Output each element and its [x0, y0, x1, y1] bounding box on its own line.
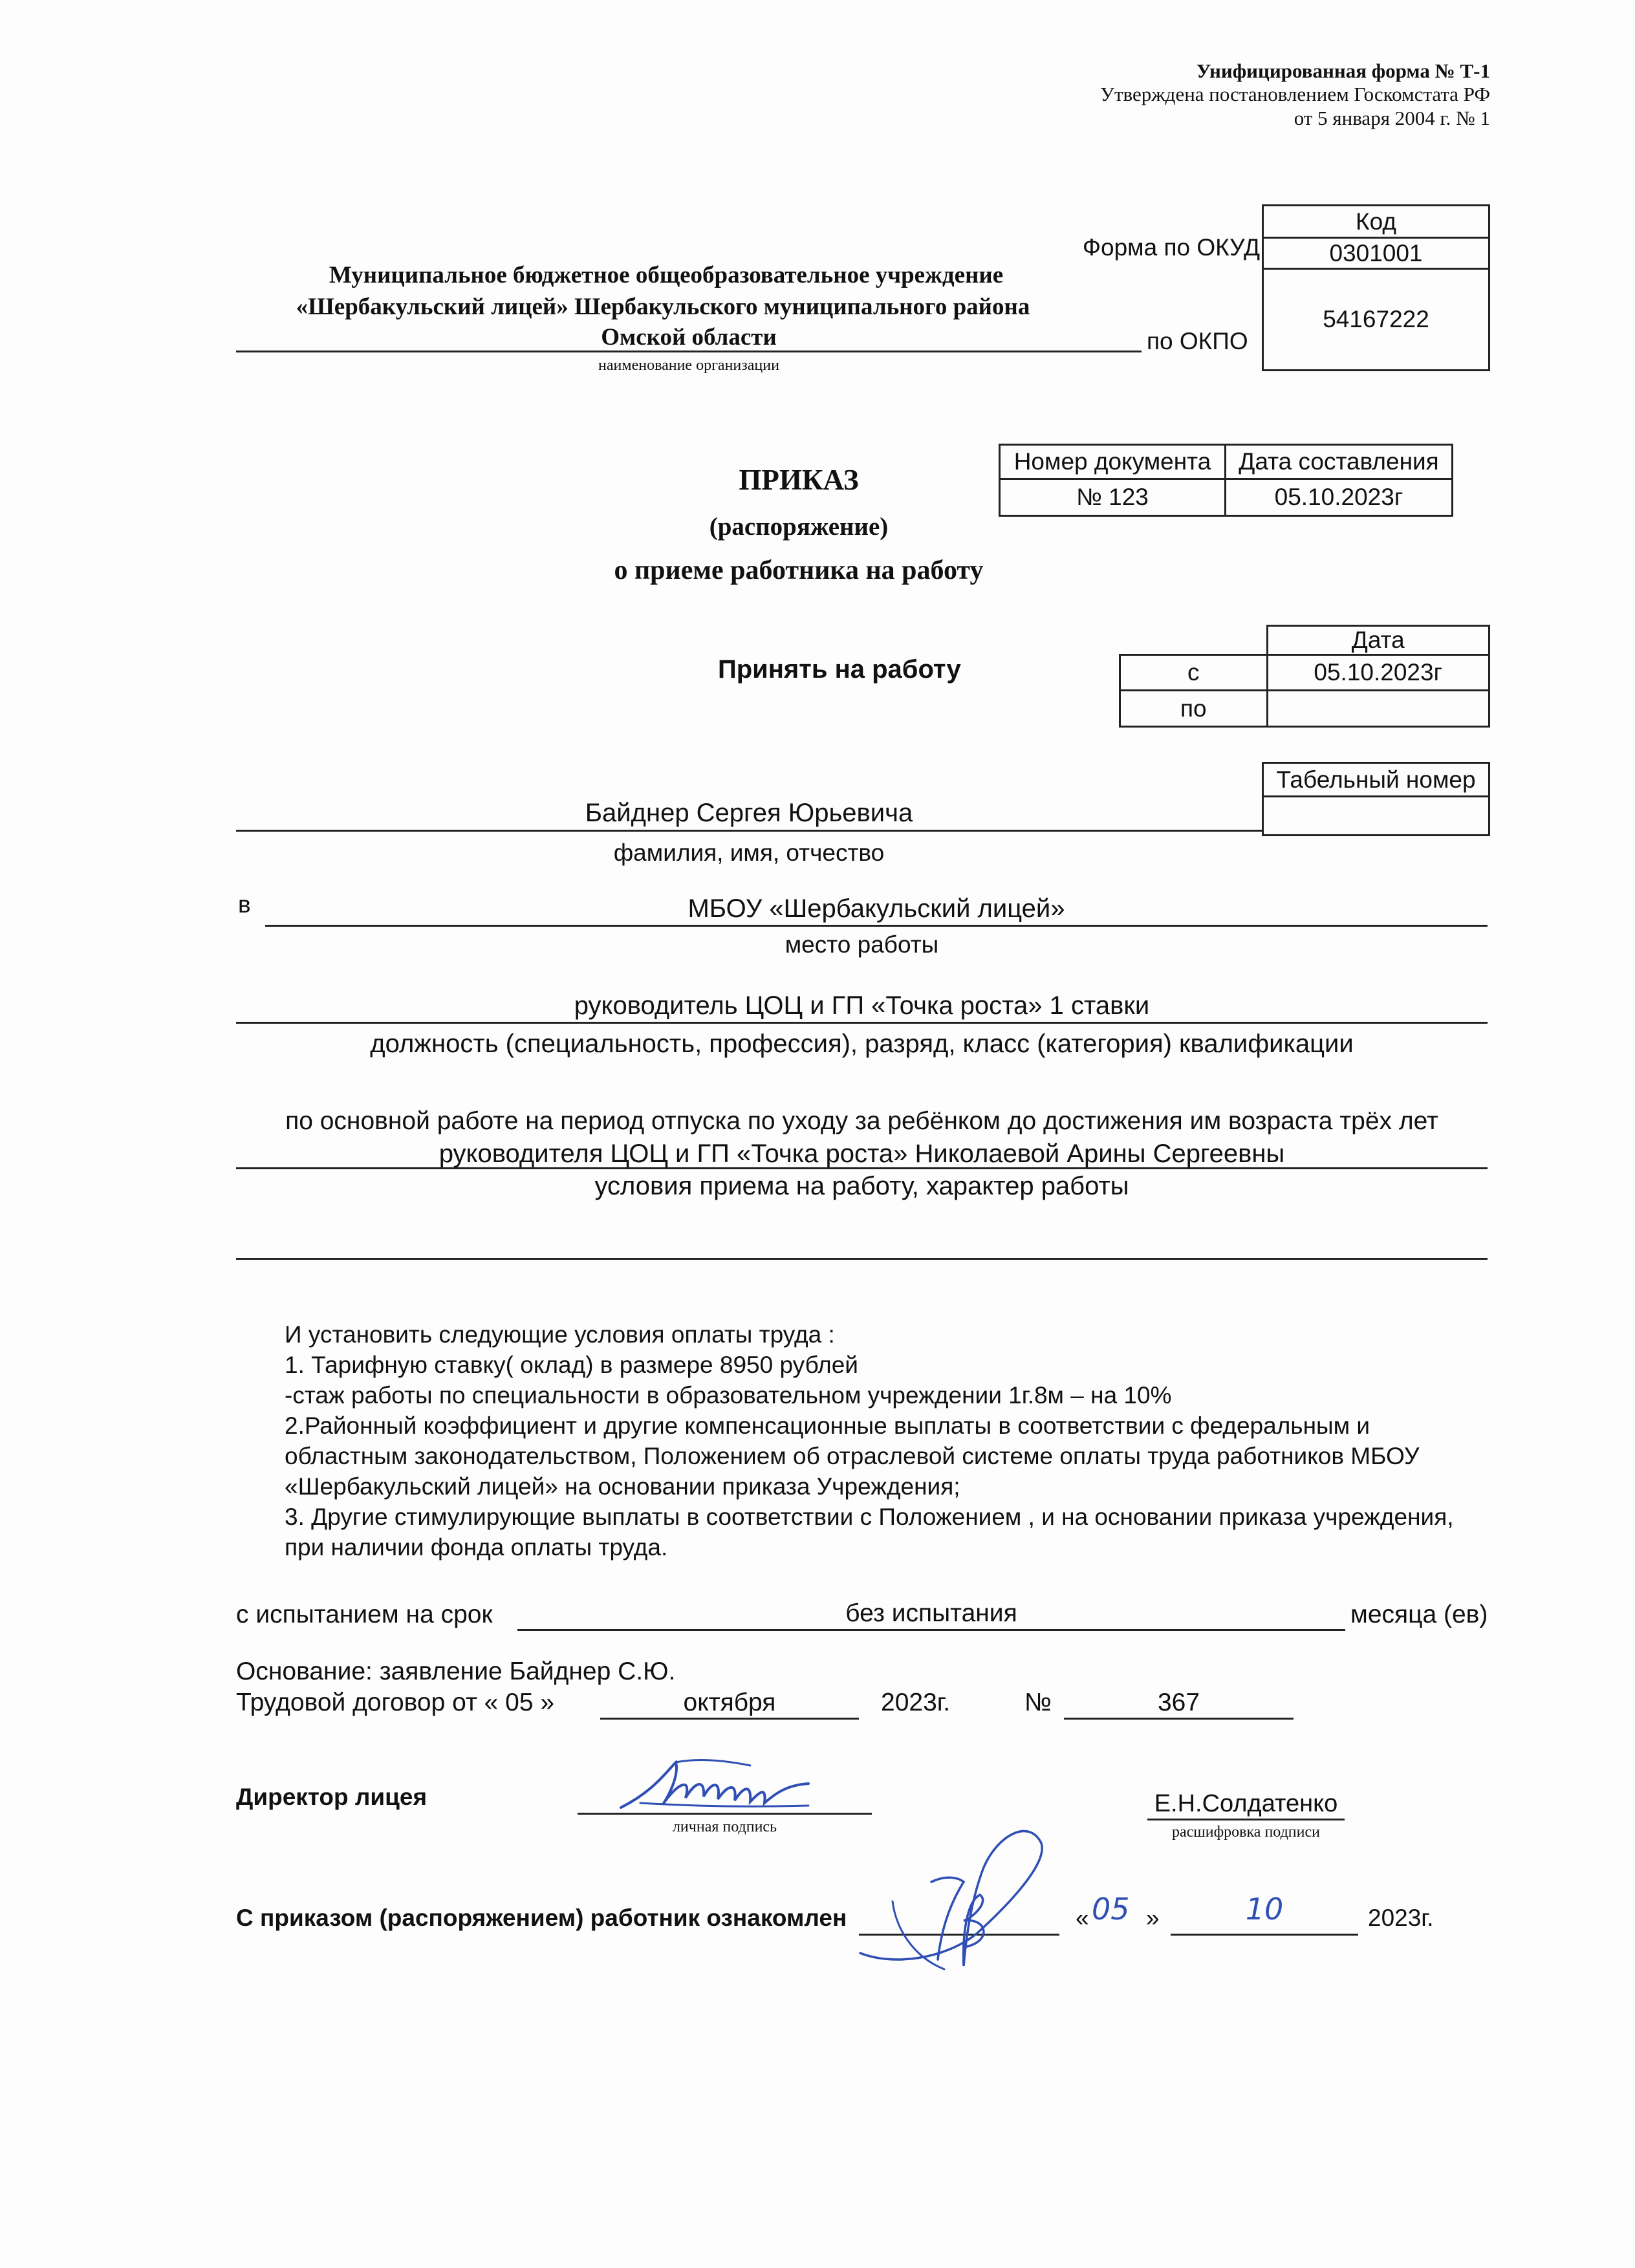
doc-number-table [999, 444, 1453, 517]
employee-name-caption: фамилия, имя, отчество [613, 839, 885, 866]
probation-value: без испытания [845, 1599, 1017, 1627]
conditions-caption: условия приема на работу, характер работы [594, 1172, 1129, 1200]
probation-label: с испытанием на срок [236, 1601, 493, 1628]
ack-day: 05 [1092, 1892, 1130, 1927]
pay-item-1b: -стаж работы по специальности в образовательном учреждении 1г.8м – на 10% [285, 1382, 1172, 1409]
director-label: Директор лицея [236, 1784, 428, 1810]
okud-value: 0301001 [1263, 238, 1489, 269]
okpo-value: 54167222 [1263, 269, 1489, 371]
conditions-underline [236, 1167, 1488, 1169]
basis-label: Основание: заявление Байднер С.Ю. [236, 1658, 676, 1685]
hire-to-value [1267, 691, 1489, 727]
pay-item-1: 1. Тарифную ставку( оклад) в размере 8950 рублей [285, 1352, 858, 1378]
hire-label: Принять на работу [718, 655, 961, 684]
pay-conditions-block [285, 1319, 1454, 1562]
employee-name-underline [236, 830, 1262, 832]
position-underline [236, 1022, 1488, 1024]
workplace-caption: место работы [785, 931, 939, 958]
tab-number-header: Табельный номер [1263, 763, 1489, 797]
director-name-underline [1147, 1819, 1345, 1820]
extra-underline [236, 1258, 1488, 1260]
org-caption: наименование организации [598, 357, 779, 374]
hire-from-value: 05.10.2023г [1267, 655, 1489, 691]
hire-dates-table [1119, 625, 1490, 728]
org-name-line3: Омской области [601, 324, 777, 351]
tab-number-table [1262, 762, 1490, 836]
hire-date-header: Дата [1267, 626, 1489, 655]
ack-month: 10 [1245, 1892, 1284, 1927]
pay-item-3b: при наличии фонда оплаты труда. [285, 1534, 668, 1561]
form-approved-date: от 5 января 2004 г. № 1 [1294, 107, 1490, 129]
doc-title: ПРИКАЗ [739, 464, 859, 496]
contract-month-underline [600, 1718, 859, 1720]
doc-title-purpose: о приеме работника на работу [614, 556, 984, 585]
hire-empty-header [1120, 626, 1268, 655]
org-name-line1: Муниципальное бюджетное общеобразовательное учреждение [329, 262, 1004, 288]
hire-to-label: по [1120, 691, 1268, 727]
employee-signature-icon [834, 1804, 1067, 1985]
director-name-caption: расшифровка подписи [1171, 1824, 1320, 1841]
position-caption: должность (специальность, профессия), разряд, класс (категория) квалификации [370, 1030, 1354, 1058]
kod-header: Код [1263, 206, 1489, 238]
hire-from-label: с [1120, 655, 1268, 691]
ack-label: С приказом (распоряжением) работник ознакомлен [236, 1905, 847, 1931]
pay-intro: И установить следующие условия оплаты труда : [285, 1321, 835, 1348]
org-name-line2: «Шербакульский лицей» Шербакульского муниципального района [296, 294, 1030, 320]
form-name: Унифицированная форма № Т-1 [1196, 59, 1490, 82]
workplace-value: МБОУ «Шербакульский лицей» [688, 894, 1065, 923]
tab-number-value [1263, 797, 1489, 836]
pay-item-2a: 2.Районный коэффициент и другие компенсационные выплаты в соответствии с федеральным и [285, 1412, 1370, 1439]
ack-year: 2023г. [1368, 1905, 1434, 1931]
contract-year: 2023г. [881, 1689, 951, 1716]
probation-unit: месяца (ев) [1350, 1601, 1488, 1628]
contract-number-underline [1064, 1718, 1294, 1720]
director-signature-icon [614, 1746, 828, 1830]
pay-item-2b: областным законодательством, Положением об отраслевой системе оплаты труда работников МБОУ [285, 1443, 1420, 1469]
probation-underline [517, 1629, 1345, 1631]
pay-item-3a: 3. Другие стимулирующие выплаты в соответствии с Положением , и на основании приказа учреждения, [285, 1504, 1454, 1530]
contract-number: 367 [1157, 1689, 1200, 1716]
doc-date-value: 05.10.2023г [1226, 479, 1453, 516]
workplace-prefix: в [238, 891, 251, 918]
employee-name: Байднер Сергея Юрьевича [585, 799, 913, 827]
codes-table [1262, 204, 1490, 371]
org-underline [236, 351, 1142, 352]
pay-item-2c: «Шербакульский лицей» на основании приказа Учреждения; [285, 1473, 960, 1500]
doc-number-header: Номер документа [1000, 445, 1226, 479]
director-signature-caption: личная подпись [672, 1819, 777, 1835]
doc-number-value: № 123 [1000, 479, 1226, 516]
director-name: Е.Н.Солдатенко [1154, 1790, 1338, 1817]
contract-number-label: № [1024, 1689, 1052, 1716]
contract-month: октября [683, 1689, 776, 1716]
doc-subtitle: (распоряжение) [709, 513, 889, 541]
conditions-line2: руководителя ЦОЦ и ГП «Точка роста» Николаевой Арины Сергеевны [439, 1139, 1285, 1168]
workplace-underline [265, 925, 1488, 927]
doc-date-header: Дата составления [1226, 445, 1453, 479]
conditions-line1: по основной работе на период отпуска по уходу за ребёнком до достижения им возраста трёх лет [285, 1107, 1438, 1135]
okud-label: Форма по ОКУД [1082, 234, 1260, 261]
ack-quote-close: » [1146, 1905, 1160, 1931]
form-approved-by: Утверждена постановлением Госкомстата РФ [1100, 83, 1490, 105]
position-value: руководитель ЦОЦ и ГП «Точка роста» 1 ставки [574, 991, 1150, 1020]
ack-quote-open: « [1076, 1905, 1089, 1931]
contract-label: Трудовой договор от « 05 » [236, 1689, 555, 1716]
ack-month-underline [1171, 1934, 1358, 1936]
okpo-label: по ОКПО [1147, 328, 1248, 354]
